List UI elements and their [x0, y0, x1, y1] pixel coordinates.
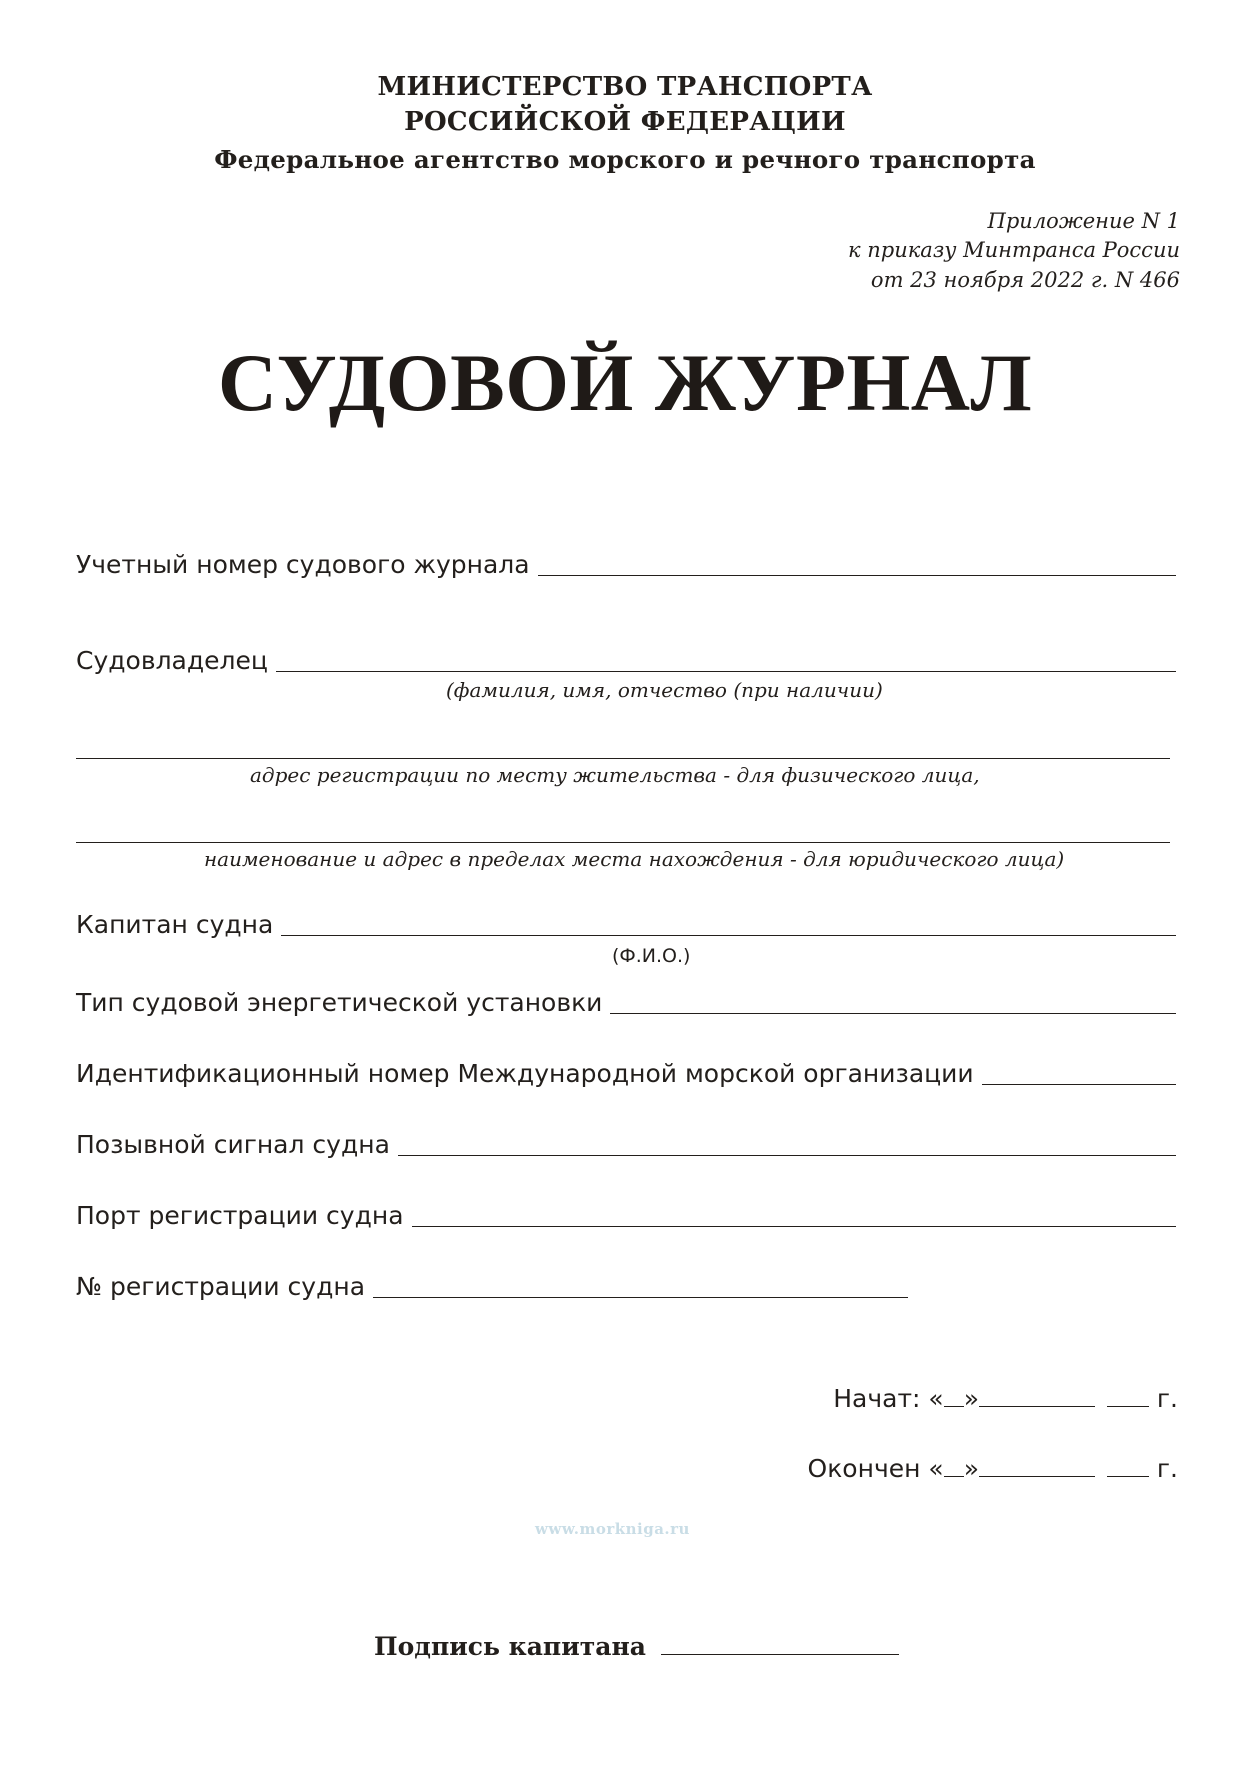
reg-number-label: № регистрации судна	[76, 1272, 366, 1301]
captain-line[interactable]	[281, 913, 1176, 936]
close-quote: »	[963, 1384, 979, 1413]
captain-hint: (Ф.И.О.)	[612, 945, 691, 967]
document-title: СУДОВОЙ ЖУРНАЛ	[217, 337, 1033, 428]
owner-hint-legal: наименование и адрес в пределах места нахождения - для юридического лица)	[204, 847, 1065, 871]
owner-field	[76, 646, 1176, 676]
imo-number-label: Идентификационный номер Международной морской организации	[76, 1059, 974, 1088]
owner-hint-address: адрес регистрации по месту жительства - для физического лица,	[250, 763, 980, 787]
open-quote: «	[928, 1454, 944, 1483]
close-quote: »	[963, 1454, 979, 1483]
started-year-suffix: г.	[1156, 1384, 1178, 1413]
call-sign-line[interactable]	[398, 1133, 1176, 1156]
log-number-field	[76, 550, 1176, 580]
ended-year-suffix: г.	[1156, 1454, 1178, 1483]
engine-type-line[interactable]	[610, 991, 1176, 1014]
signature-label: Подпись капитана	[374, 1632, 646, 1661]
started-month-line[interactable]	[979, 1386, 1095, 1407]
started-label: Начат:	[833, 1384, 921, 1413]
log-number-label: Учетный номер судового журнала	[76, 550, 530, 579]
appendix-date: от 23 ноября 2022 г. N 466	[870, 268, 1180, 292]
owner-line[interactable]	[276, 649, 1176, 672]
ended-date-row	[808, 1454, 1178, 1483]
owner-hint-name: (фамилия, имя, отчество (при наличии)	[446, 678, 883, 702]
captain-label: Капитан судна	[76, 910, 274, 939]
port-line[interactable]	[412, 1204, 1176, 1227]
reg-number-line[interactable]	[373, 1275, 908, 1298]
call-sign-label: Позывной сигнал судна	[76, 1130, 390, 1159]
port-field	[76, 1201, 1176, 1231]
ended-day-line[interactable]	[944, 1456, 964, 1477]
ended-month-line[interactable]	[979, 1456, 1095, 1477]
ministry-title-line2: РОССИЙСКОЙ ФЕДЕРАЦИИ	[404, 107, 846, 137]
watermark: www.morkniga.ru	[535, 1520, 690, 1538]
ended-label: Окончен	[807, 1454, 921, 1483]
reg-number-field	[76, 1272, 908, 1302]
ended-year-line[interactable]	[1107, 1456, 1149, 1477]
port-label: Порт регистрации судна	[76, 1201, 404, 1230]
started-day-line[interactable]	[944, 1386, 964, 1407]
agency-title: Федеральное агентство морского и речного транспорта	[214, 145, 1036, 174]
owner-label: Судовладелец	[76, 646, 268, 675]
owner-legal-line[interactable]	[76, 842, 1170, 843]
engine-type-field	[76, 988, 1176, 1018]
appendix-order: к приказу Минтранса России	[848, 238, 1180, 262]
started-year-line[interactable]	[1107, 1386, 1149, 1407]
engine-type-label: Тип судовой энергетической установки	[76, 988, 603, 1017]
ministry-title-line1: МИНИСТЕРСТВО ТРАНСПОРТА	[377, 72, 873, 102]
started-date-row	[833, 1384, 1178, 1413]
imo-number-line[interactable]	[982, 1062, 1176, 1085]
imo-number-field	[76, 1059, 1176, 1089]
appendix-number: Приложение N 1	[987, 209, 1180, 233]
open-quote: «	[928, 1384, 944, 1413]
call-sign-field	[76, 1130, 1176, 1160]
captain-signature	[374, 1632, 899, 1661]
log-number-line[interactable]	[538, 553, 1176, 576]
owner-address-line[interactable]	[76, 758, 1170, 759]
signature-line[interactable]	[661, 1634, 899, 1655]
captain-field	[76, 910, 1176, 940]
